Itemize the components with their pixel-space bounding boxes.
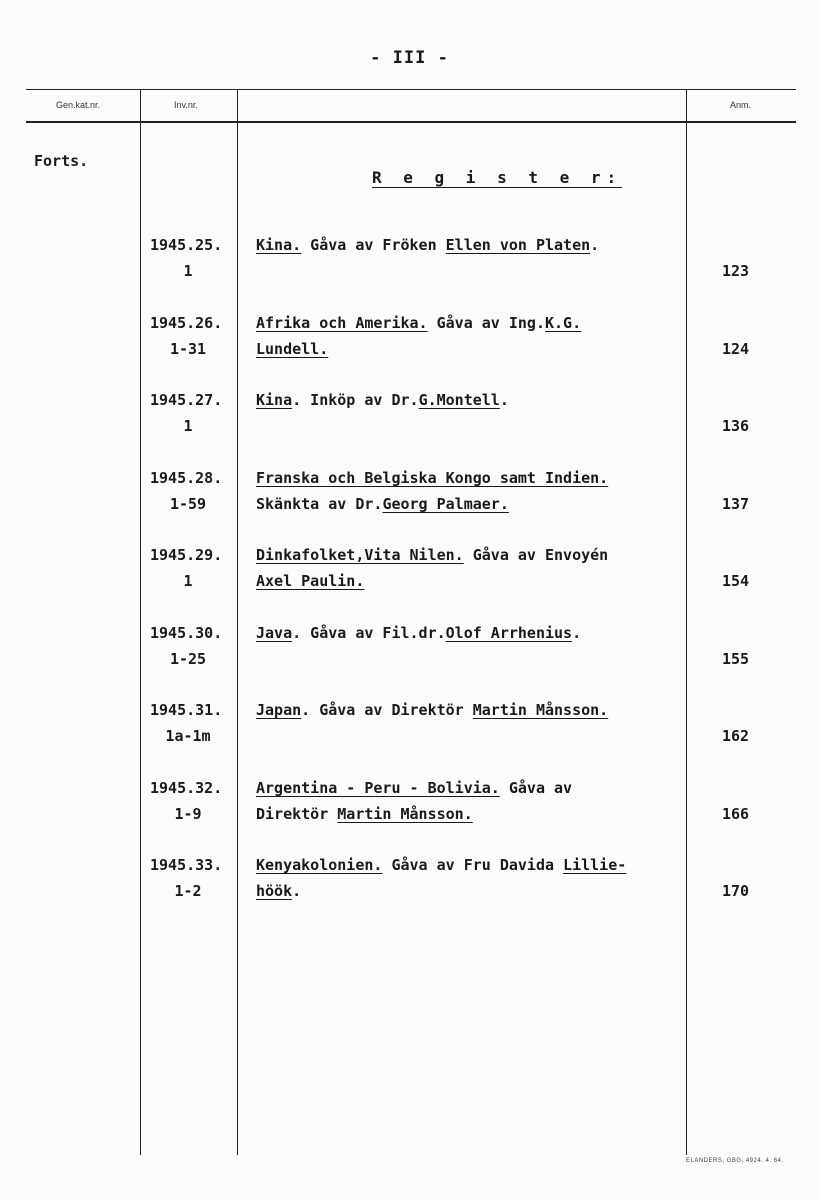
inv-subrange: 1a-1m xyxy=(165,727,211,745)
anm-page-ref: 136 xyxy=(722,417,750,435)
anm-page-ref: 166 xyxy=(722,805,750,823)
underlined-text: Dinkafolket,Vita Nilen. xyxy=(256,546,464,564)
underlined-text: Kina xyxy=(256,391,293,409)
inv-number: 1945.26. xyxy=(150,314,223,332)
header-bottom-rule xyxy=(26,121,796,123)
inv-number: 1945.33. xyxy=(150,856,223,874)
text-segment: Gåva av Fru Davida xyxy=(382,856,564,874)
header-inv-nr: Inv.nr. xyxy=(174,100,198,110)
underlined-text: Java xyxy=(256,624,293,642)
entry-description xyxy=(256,387,509,413)
underlined-text: Lillie- xyxy=(563,856,627,874)
entry-description-cont xyxy=(256,568,364,594)
entry-description-cont xyxy=(256,336,328,362)
text-segment: Gåva av Ing. xyxy=(427,314,545,332)
entry-description xyxy=(256,620,581,646)
underlined-text: Kina. xyxy=(256,236,302,254)
text-segment: Gåva av Envoyén xyxy=(463,546,609,564)
column-divider-1 xyxy=(140,89,141,1155)
printer-footer: ELANDERS, GBG, 4924. 4. 64. xyxy=(686,1158,784,1164)
underlined-text: Axel Paulin. xyxy=(256,572,365,590)
anm-page-ref: 162 xyxy=(722,727,750,745)
underlined-text: Argentina - Peru - Bolivia. xyxy=(256,779,500,797)
header-top-rule xyxy=(26,89,796,90)
underlined-text: Kenyakolonien. xyxy=(256,856,383,874)
register-title: R e g i s t e r: xyxy=(372,168,623,187)
inv-subrange: 1-59 xyxy=(169,495,207,513)
anm-page-ref: 154 xyxy=(722,572,750,590)
column-divider-2 xyxy=(237,89,238,1155)
entry-description xyxy=(256,852,626,878)
underlined-text: Martin Månsson. xyxy=(472,701,609,719)
text-segment: . Inköp av Dr. xyxy=(292,391,419,409)
inv-number: 1945.32. xyxy=(150,779,223,797)
text-segment: Skänkta av Dr. xyxy=(256,495,383,513)
text-segment: Direktör xyxy=(256,805,338,823)
inv-subrange: 1 xyxy=(183,417,193,435)
underlined-text: Georg Palmaer. xyxy=(382,495,509,513)
inv-subrange: 1 xyxy=(183,572,193,590)
entry-description xyxy=(256,310,581,336)
underlined-text: Lundell. xyxy=(256,340,329,358)
underlined-text: höök xyxy=(256,882,293,900)
entry-description-cont xyxy=(256,878,301,904)
text-segment: . xyxy=(572,624,582,642)
inv-subrange: 1-9 xyxy=(174,805,202,823)
underlined-text: Franska och Belgiska Kongo samt Indien. xyxy=(256,469,609,487)
entry-description-cont xyxy=(256,491,509,517)
inv-subrange: 1-25 xyxy=(169,650,207,668)
entry-description xyxy=(256,232,599,258)
underlined-text: G.Montell xyxy=(418,391,500,409)
entry-description xyxy=(256,465,608,491)
anm-page-ref: 124 xyxy=(722,340,750,358)
entry-description-cont xyxy=(256,801,473,827)
text-segment: . xyxy=(499,391,509,409)
underlined-text: Japan xyxy=(256,701,302,719)
text-segment: . xyxy=(590,236,600,254)
inv-subrange: 1-2 xyxy=(174,882,202,900)
inv-number: 1945.30. xyxy=(150,624,223,642)
text-segment: Gåva av xyxy=(499,779,573,797)
anm-page-ref: 137 xyxy=(722,495,750,513)
underlined-text: Martin Månsson. xyxy=(337,805,473,823)
page-number: - III - xyxy=(370,48,449,68)
header-anm: Anm. xyxy=(730,100,752,110)
inv-number: 1945.25. xyxy=(150,236,223,254)
anm-page-ref: 155 xyxy=(722,650,750,668)
entry-description xyxy=(256,775,572,801)
underlined-text: Ellen von Platen xyxy=(445,236,591,254)
text-segment: Gåva av Fröken xyxy=(301,236,446,254)
underlined-text: Olof Arrhenius xyxy=(445,624,573,642)
underlined-text: K.G. xyxy=(545,314,582,332)
column-divider-3 xyxy=(686,89,687,1155)
anm-page-ref: 123 xyxy=(722,262,750,280)
forts-label: Forts. xyxy=(34,152,89,170)
inv-number: 1945.31. xyxy=(150,701,223,719)
entry-description xyxy=(256,542,608,568)
inv-number: 1945.28. xyxy=(150,469,223,487)
anm-page-ref: 170 xyxy=(722,882,750,900)
inv-number: 1945.29. xyxy=(150,546,223,564)
inv-subrange: 1-31 xyxy=(169,340,207,358)
inv-subrange: 1 xyxy=(183,262,193,280)
entry-description xyxy=(256,697,608,723)
underlined-text: Afrika och Amerika. xyxy=(256,314,428,332)
header-gen-kat-nr: Gen.kat.nr. xyxy=(56,100,101,110)
text-segment: . xyxy=(292,882,302,900)
text-segment: . Gåva av Fil.dr. xyxy=(292,624,446,642)
text-segment: . Gåva av Direktör xyxy=(301,701,473,719)
inv-number: 1945.27. xyxy=(150,391,223,409)
